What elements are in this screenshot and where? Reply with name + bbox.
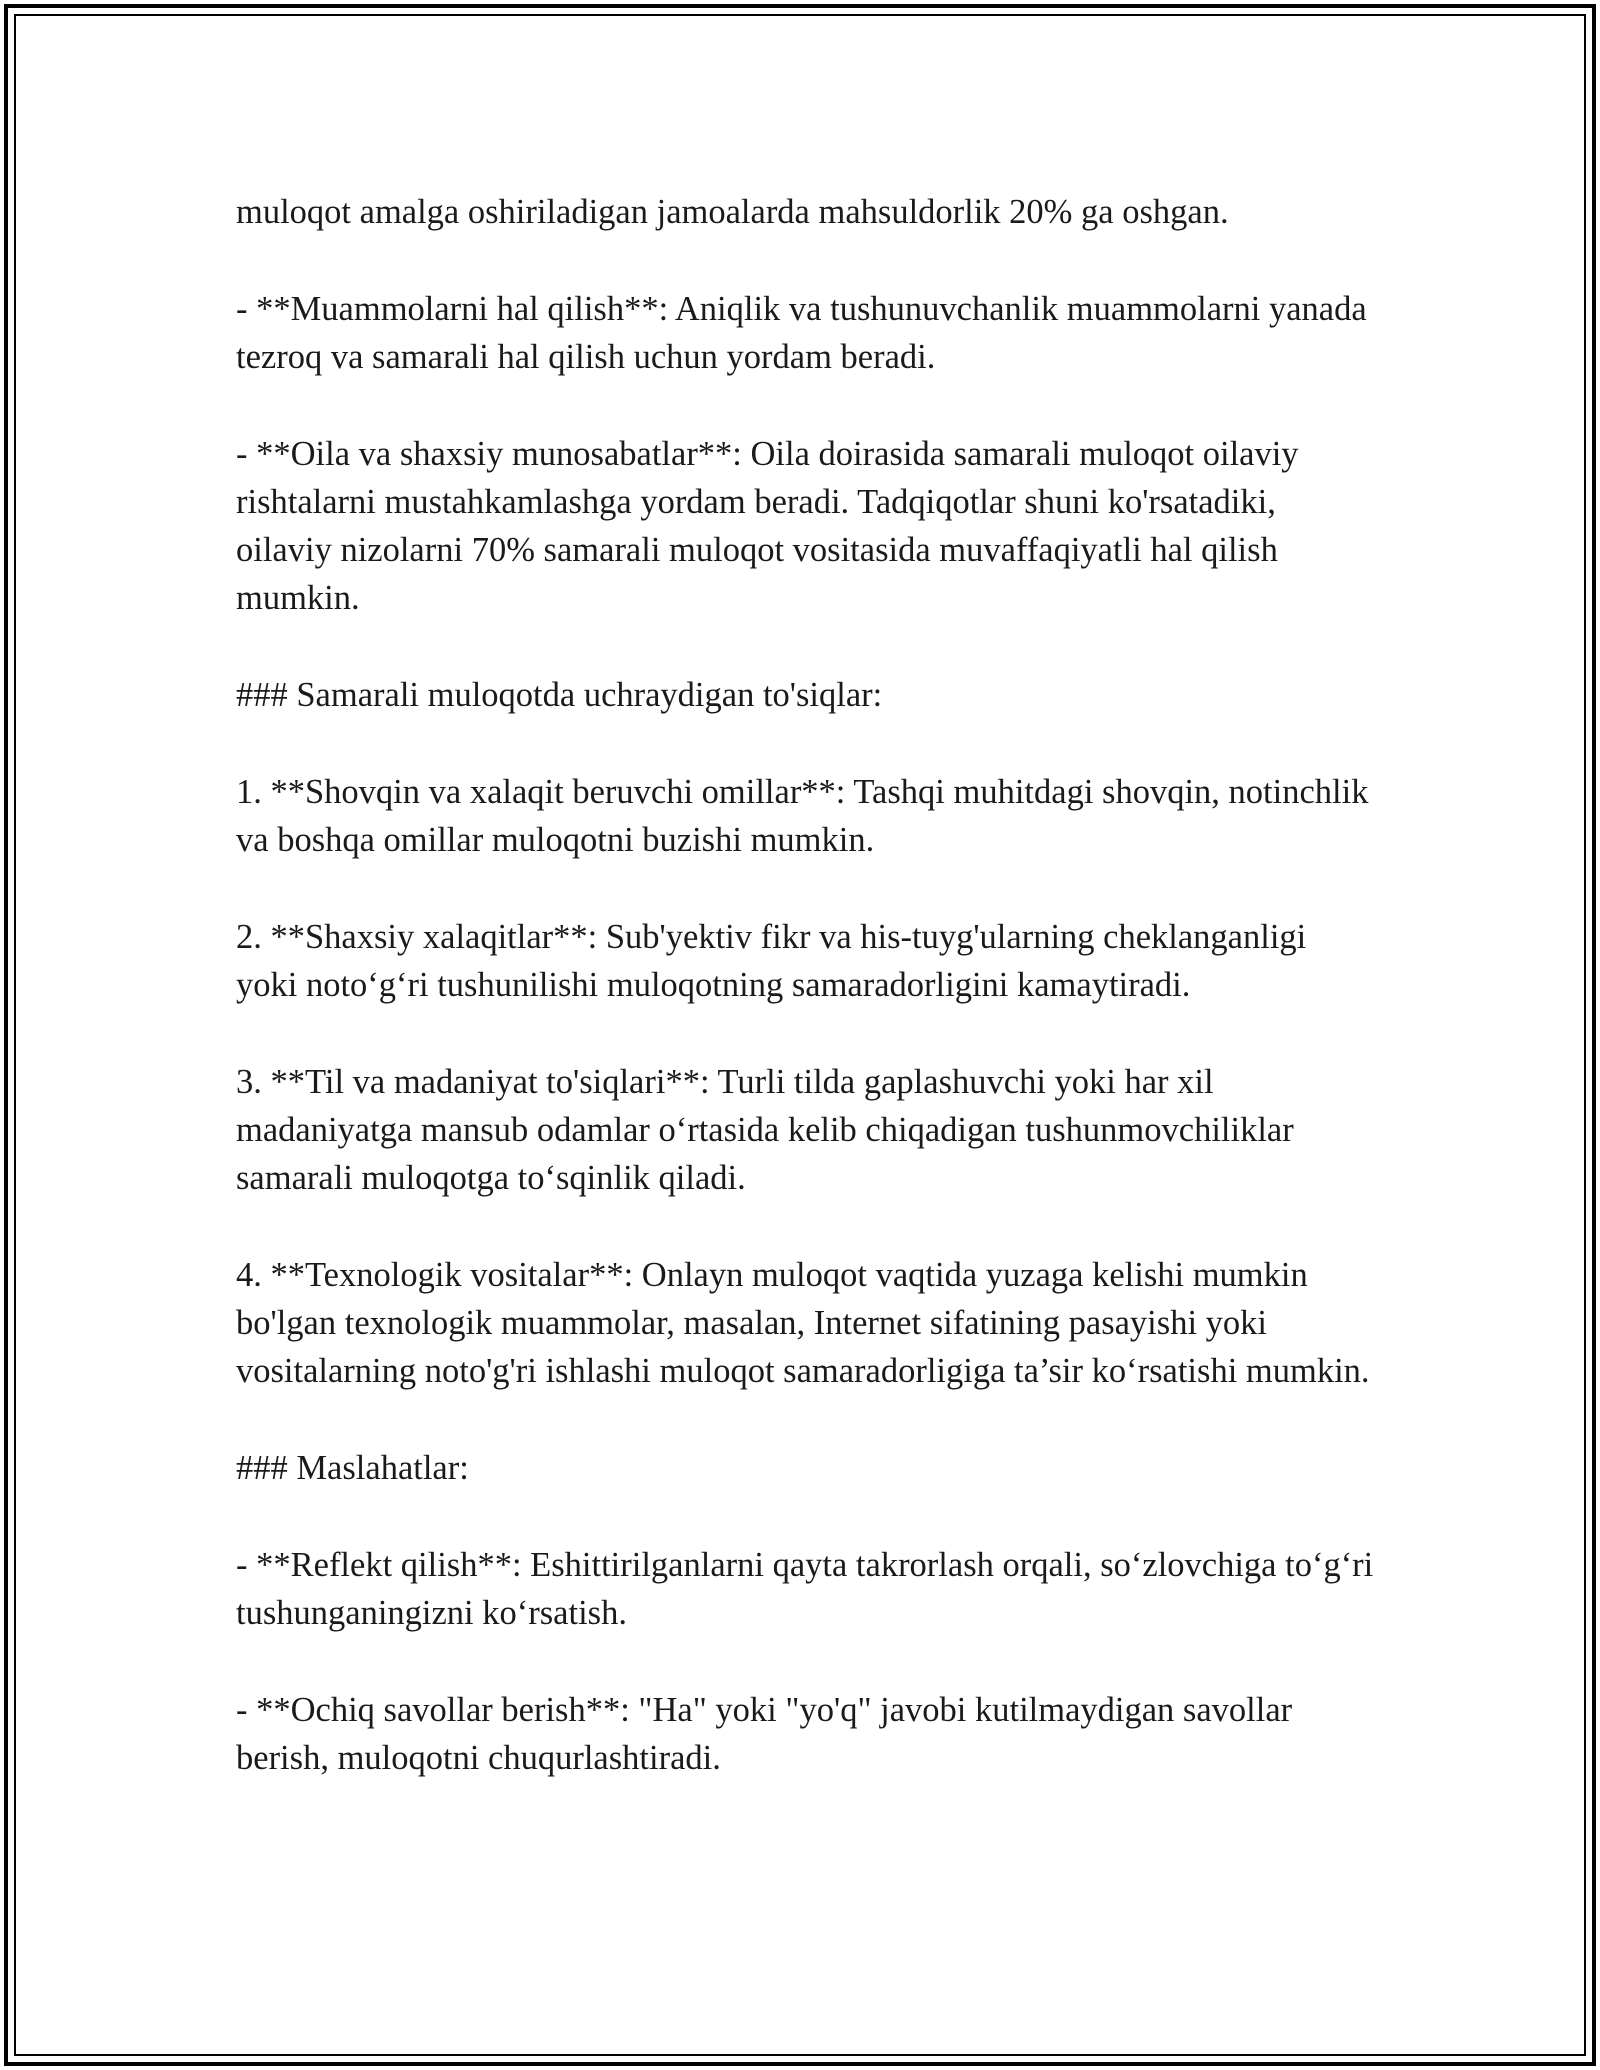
list-item-noise: 1. **Shovqin va xalaqit beruvchi omillar**: Tashqi muhitdagi shovqin, notinchlik va boshqa omillar muloqotni buzishi mumkin.: [236, 773, 1369, 859]
bullet-problem-solving: - **Muammolarni hal qilish**: Aniqlik va tushunuvchanlik muammolarni yanada tezroq va samarali hal qilish uchun yordam beradi.: [236, 290, 1367, 376]
list-item-language-culture: 3. **Til va madaniyat to'siqlari**: Turli tilda gaplashuvchi yoki har xil madaniyatga mansub odamlar oʻrtasida kelib chiqadigan tushunmovchiliklar samarali muloqotga toʻsqinlik qiladi.: [236, 1063, 1294, 1197]
bullet-reflect: - **Reflekt qilish**: Eshittirilganlarni qayta takrorlash orqali, soʻzlovchiga toʻgʻri tushunganingizni koʻrsatish.: [236, 1546, 1374, 1632]
list-item-technology: 4. **Texnologik vositalar**: Onlayn muloqot vaqtida yuzaga kelishi mumkin bo'lgan texnologik muammolar, masalan, Internet sifatining pasayishi yoki vositalarning noto'g'ri ishlashi muloqot samaradorligiga ta’sir koʻrsatishi mumkin.: [236, 1256, 1370, 1390]
heading-barriers: ### Samarali muloqotda uchraydigan to'siqlar:: [236, 676, 883, 714]
document-body: [236, 188, 1376, 1782]
list-item-personal-barriers: 2. **Shaxsiy xalaqitlar**: Sub'yektiv fikr va his-tuyg'ularning cheklanganligi yoki notoʻgʻri tushunilishi muloqotning samaradorligini kamaytiradi.: [236, 918, 1307, 1004]
paragraph-productivity: muloqot amalga oshiriladigan jamoalarda mahsuldorlik 20% ga oshgan.: [236, 193, 1229, 231]
heading-tips: ### Maslahatlar:: [236, 1449, 469, 1487]
bullet-open-questions: - **Ochiq savollar berish**: "Ha" yoki "yo'q" javobi kutilmaydigan savollar berish, muloqotni chuqurlashtiradi.: [236, 1691, 1293, 1777]
bullet-family-relations: - **Oila va shaxsiy munosabatlar**: Oila doirasida samarali muloqot oilaviy rishtalarni mustahkamlashga yordam beradi. Tadqiqotlar shuni ko'rsatadiki, oilaviy nizolarni 70% samarali muloqot vositasida muvaffaqiyatli hal qilish mumkin.: [236, 435, 1299, 617]
